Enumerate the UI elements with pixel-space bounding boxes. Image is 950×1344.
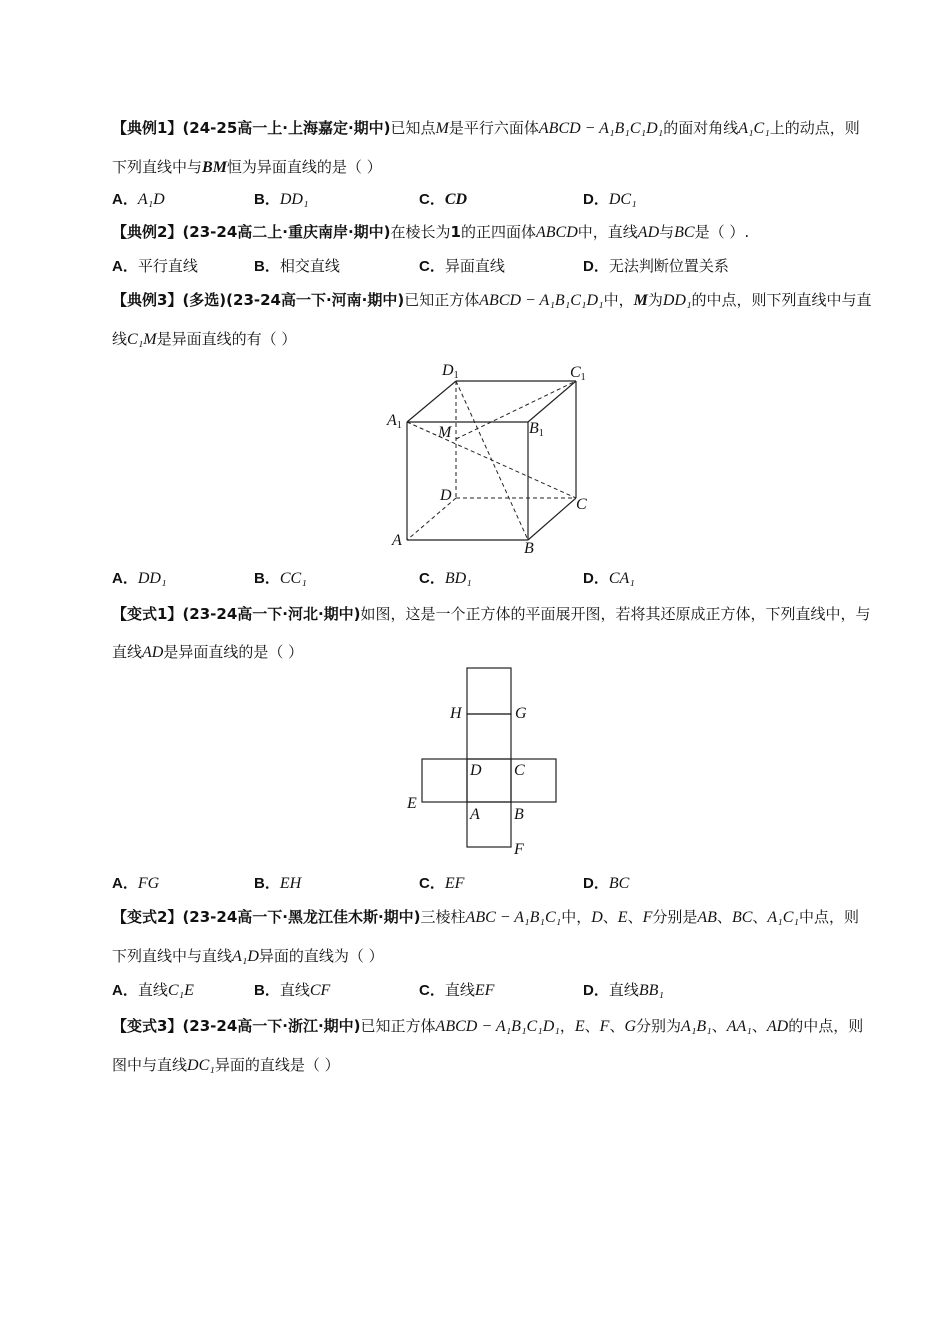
option-letter: B．: [254, 258, 280, 275]
variant-2-source: (23-24高一下·黑龙江佳木斯·期中): [182, 908, 421, 926]
option-d[interactable]: [583, 563, 635, 594]
option-text: EF: [474, 982, 495, 999]
text: 中，直线: [577, 223, 638, 241]
math: M: [633, 292, 648, 309]
example-1-tag: 【典例1】: [112, 119, 183, 137]
edge: [407, 381, 456, 422]
option-letter: C．: [419, 570, 445, 587]
option-letter: C．: [419, 191, 445, 208]
text: 是（ ）.: [694, 223, 750, 241]
math: E: [574, 1018, 585, 1035]
math: E: [617, 909, 628, 926]
option-d[interactable]: [583, 184, 637, 215]
text: 如图，这是一个正方体的平面展开图，若将其还原成正方体，下列直线中，与直线: [112, 605, 871, 661]
option-letter: D．: [583, 982, 609, 999]
net-face-top: [467, 668, 511, 714]
net-label-b: B: [514, 806, 524, 823]
option-text: CC₁: [279, 570, 307, 587]
option-letter: D．: [583, 875, 609, 892]
label-b: B: [524, 540, 534, 557]
math: D: [591, 909, 603, 926]
label-a: A: [392, 532, 402, 549]
option-b[interactable]: [254, 975, 330, 1006]
label-m: M: [438, 424, 452, 441]
text: 、: [711, 1017, 727, 1035]
option-c[interactable]: [419, 563, 472, 594]
net-label-c: C: [514, 762, 525, 779]
option-c[interactable]: [419, 975, 494, 1006]
net-label-a: A: [470, 806, 480, 823]
option-letter: A．: [112, 258, 138, 275]
text: 在棱长为: [390, 223, 451, 241]
example-3: [112, 281, 872, 359]
label-c1: C1: [570, 364, 586, 383]
option-letter: B．: [254, 191, 280, 208]
text: 已知正方体: [360, 1017, 436, 1035]
net-label-e: E: [407, 795, 417, 812]
option-text: 相交直线: [279, 257, 340, 275]
text: 中，: [603, 291, 634, 309]
option-prefix: 直线: [444, 981, 475, 999]
variant-2-options: [112, 975, 872, 1005]
math: BC: [674, 224, 695, 241]
option-prefix: 直线: [608, 981, 639, 999]
example-2-options: [112, 251, 872, 281]
example-2-source: (23-24高二上·重庆南岸·期中): [182, 223, 391, 241]
option-a[interactable]: [112, 975, 194, 1006]
option-text: DC₁: [608, 191, 637, 208]
example-1-source: (24-25高一上·上海嘉定·期中): [182, 119, 391, 137]
option-letter: D．: [583, 258, 609, 275]
option-c[interactable]: [419, 868, 464, 899]
text: 是平行六面体: [448, 119, 539, 137]
option-text: BB₁: [638, 982, 664, 999]
option-letter: D．: [583, 191, 609, 208]
text: 是异面直线的有（ ）: [156, 330, 297, 348]
text: 、: [716, 908, 732, 926]
net-label-d: D: [470, 762, 482, 779]
text: 、: [752, 908, 768, 926]
option-text: CD: [444, 191, 468, 208]
net-label-g: G: [515, 705, 527, 722]
option-letter: A．: [112, 875, 138, 892]
option-letter: C．: [419, 982, 445, 999]
variant-1-options: [112, 868, 872, 898]
math: DC₁: [187, 1057, 215, 1074]
net-face-hg: [467, 714, 511, 759]
example-2: [112, 213, 872, 252]
option-d[interactable]: [583, 868, 629, 899]
label-d1: D1: [442, 362, 459, 381]
math: AA₁: [726, 1018, 752, 1035]
option-b[interactable]: [254, 563, 307, 594]
math: A₁B₁: [681, 1018, 712, 1035]
option-text: 无法判断位置关系: [608, 257, 729, 275]
option-text: EH: [279, 875, 302, 892]
hidden-edge: [407, 498, 456, 540]
option-text: FG: [137, 875, 160, 892]
text: 的中点，则下列直线中与直线: [112, 291, 872, 348]
variant-2: [112, 898, 872, 976]
label-a1: A1: [387, 412, 402, 431]
option-d[interactable]: [583, 975, 664, 1006]
variant-1-tag: 【变式1】: [112, 605, 183, 623]
text: 的正四面体: [460, 223, 536, 241]
option-text: BC: [608, 875, 630, 892]
text: 中点，则下列直线中与直线: [112, 908, 859, 965]
text: 的面对角线: [663, 119, 739, 137]
option-letter: A．: [112, 191, 138, 208]
text: 恒为异面直线的是（ ）: [226, 158, 382, 176]
variant-3-tag: 【变式3】: [112, 1017, 183, 1035]
text: 中，: [561, 908, 592, 926]
math: BM: [202, 159, 227, 176]
option-a[interactable]: [112, 563, 167, 594]
option-text: DD₁: [137, 570, 167, 587]
option-prefix: 直线: [279, 981, 310, 999]
text: ，: [559, 1017, 575, 1035]
math: ABCD − A₁B₁C₁D₁: [435, 1018, 560, 1035]
text: 分别是: [652, 908, 698, 926]
option-prefix: 直线: [137, 981, 168, 999]
option-text: C₁E: [167, 982, 194, 999]
example-1: [112, 109, 872, 187]
math: AB: [697, 909, 717, 926]
text: 、: [751, 1017, 767, 1035]
example-1-options: [112, 184, 872, 214]
cube-net-figure: [400, 662, 570, 862]
math: C₁M: [127, 331, 157, 348]
example-3-source: (23-24高一下·河南·期中): [226, 291, 405, 309]
text: 、: [627, 908, 643, 926]
text: 与: [659, 223, 675, 241]
segment-c1m: [456, 381, 576, 439]
math: AD: [142, 644, 164, 661]
text: 已知点: [390, 119, 436, 137]
option-text: CA₁: [608, 570, 635, 587]
option-b[interactable]: [254, 184, 309, 215]
example-2-tag: 【典例2】: [112, 223, 183, 241]
option-text: BD₁: [444, 570, 472, 587]
text: 、: [609, 1017, 625, 1035]
option-text: 平行直线: [137, 257, 198, 275]
option-b[interactable]: [254, 251, 340, 282]
option-c[interactable]: [419, 251, 505, 282]
math: M: [435, 120, 449, 137]
option-letter: B．: [254, 570, 280, 587]
option-letter: D．: [583, 570, 609, 587]
math: ABCD − A₁B₁C₁D₁: [479, 292, 604, 309]
label-d: D: [440, 487, 452, 504]
math: AD: [637, 224, 660, 241]
label-b1: B1: [529, 420, 544, 439]
net-label-f: F: [514, 841, 524, 858]
math: DD₁: [662, 292, 692, 309]
text: 已知正方体: [404, 291, 480, 309]
number: 1: [450, 223, 461, 241]
math: ABCD − A₁B₁C₁D₁: [538, 120, 664, 137]
option-a[interactable]: [112, 251, 198, 282]
example-3-options: [112, 563, 872, 593]
variant-2-tag: 【变式2】: [112, 908, 183, 926]
math: AD: [766, 1018, 789, 1035]
option-text: CF: [309, 982, 331, 999]
label-c: C: [576, 496, 587, 513]
edge: [528, 498, 576, 540]
text: 、: [602, 908, 618, 926]
net-face-left: [422, 759, 467, 802]
text: 三棱柱: [420, 908, 466, 926]
math: ABC − A₁B₁C₁: [465, 909, 562, 926]
text: 为: [647, 291, 663, 309]
option-letter: B．: [254, 982, 280, 999]
variant-3: [112, 1007, 872, 1085]
variant-1-source: (23-24高一下·河北·期中): [182, 605, 361, 623]
option-text: DD₁: [279, 191, 309, 208]
option-text: EF: [444, 875, 465, 892]
option-a[interactable]: [112, 184, 165, 215]
option-c[interactable]: [419, 184, 467, 215]
option-letter: B．: [254, 875, 280, 892]
example-3-tag: 【典例3】: [112, 291, 183, 309]
math: G: [624, 1018, 637, 1035]
cube-figure: [380, 355, 600, 560]
option-text: A₁D: [137, 191, 165, 208]
option-b[interactable]: [254, 868, 301, 899]
math: F: [642, 909, 653, 926]
diagonal-ca1: [407, 422, 576, 498]
math: BC: [731, 909, 753, 926]
option-letter: A．: [112, 982, 138, 999]
variant-3-source: (23-24高一下·浙江·期中): [182, 1017, 361, 1035]
net-label-h: H: [450, 705, 462, 722]
edge: [528, 381, 576, 422]
text: 、: [584, 1017, 600, 1035]
option-d[interactable]: [583, 251, 729, 282]
math: A₁C₁: [738, 120, 770, 137]
option-letter: A．: [112, 570, 138, 587]
option-a[interactable]: [112, 868, 159, 899]
math: A₁D: [232, 948, 259, 965]
text: 异面的直线为（ ）: [258, 947, 384, 965]
text: 分别为: [636, 1017, 682, 1035]
multi-select-tag: (多选): [182, 291, 227, 309]
option-text: 异面直线: [444, 257, 505, 275]
math: F: [599, 1018, 610, 1035]
option-letter: C．: [419, 875, 445, 892]
variant-1: [112, 595, 872, 672]
text: 是异面直线的是（ ）: [163, 643, 304, 661]
math: ABCD: [536, 224, 578, 241]
text: 上的动点，则下列直线中与: [112, 119, 860, 176]
text: 的中点，则图中与直线: [112, 1017, 864, 1074]
text: 异面的直线是（ ）: [214, 1056, 340, 1074]
option-letter: C．: [419, 258, 445, 275]
math: A₁C₁: [767, 909, 799, 926]
